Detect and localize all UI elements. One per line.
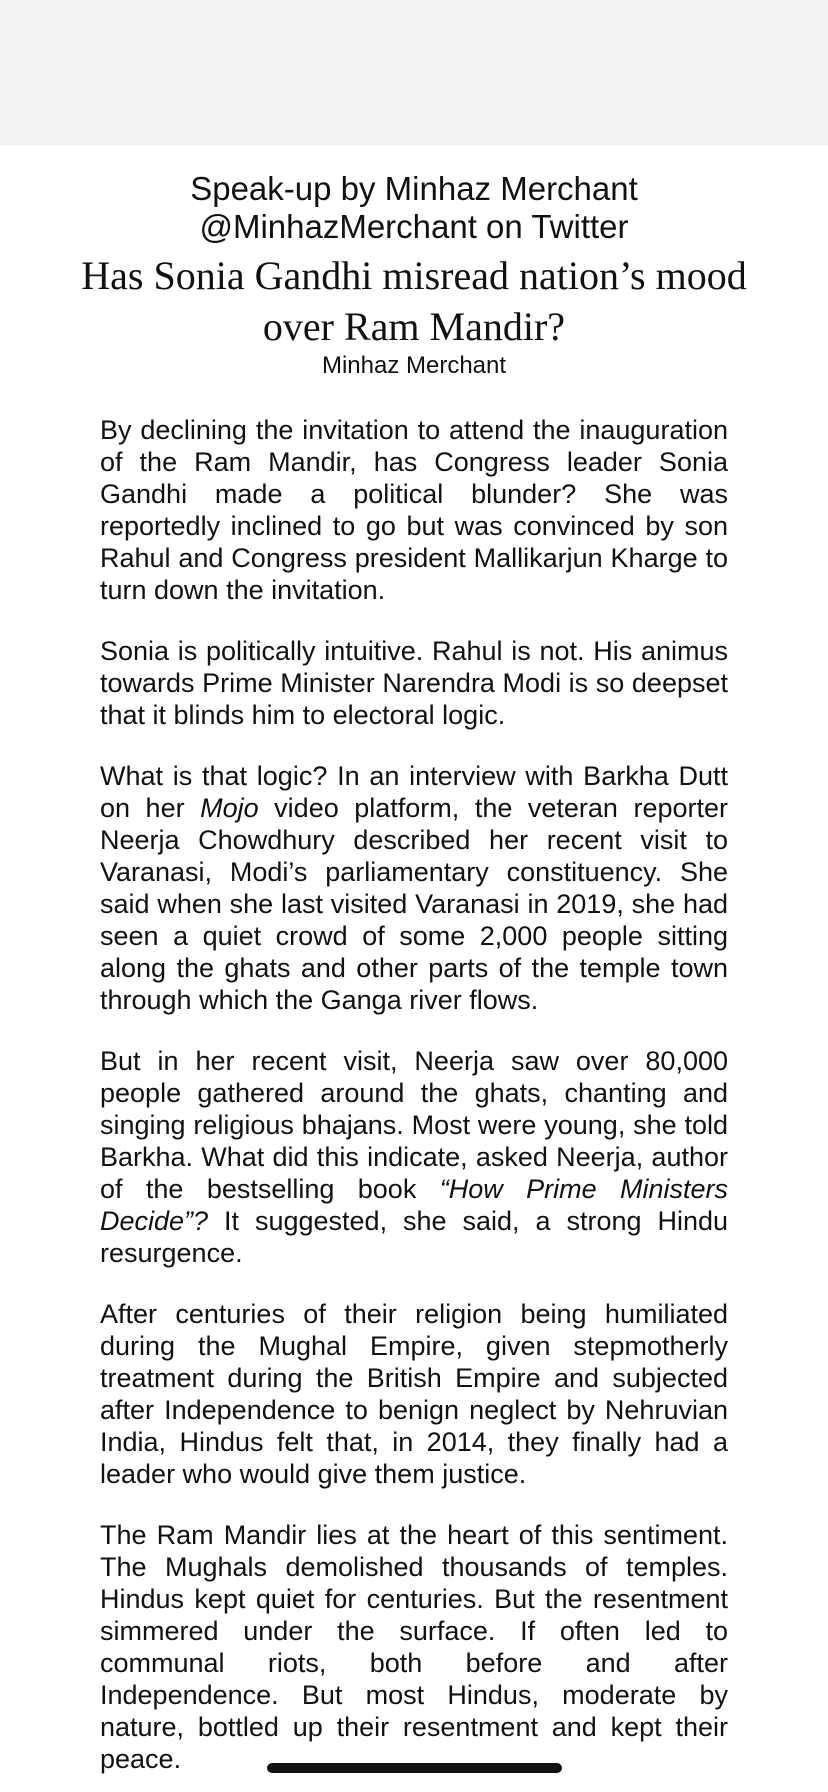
paragraph-4-text-a: But in her recent visit, Neerja saw over 80,000 people gathered around the ghats, chanting and singing religious bhajans. Most were young, she told Barkha. What did this indicate, asked Neerja, author of the bestselling book: [100, 1046, 728, 1204]
paragraph-3-text-c: video platform, the veteran reporter Neerja Chowdhury described her recent visit to Varanasi, Modi’s parliamentary constituency. She said when she last visited Varanasi in 2019, she had seen a quiet crowd of some 2,000 people sitting along the ghats and other parts of the temple town through which the Ganga river flows.: [100, 793, 729, 1015]
article-content[interactable]: [81, 170, 747, 1792]
headline: Has Sonia Gandhi misread nation’s mood over Ram Mandir?: [81, 253, 747, 349]
paragraph-3: [100, 760, 728, 1016]
paragraph-2: Sonia is politically intuitive. Rahul is not. His animus towards Prime Minister Narendra Modi is so deepset that it blinds him to electoral logic.: [100, 636, 728, 730]
top-bar: [0, 0, 828, 145]
article-body: [100, 414, 728, 1775]
twitter-handle: @MinhazMerchant on Twitter: [199, 208, 629, 245]
home-indicator[interactable]: [267, 1763, 562, 1773]
paragraph-4-text-c: It suggested, she said, a strong Hindu resurgence.: [100, 1206, 728, 1268]
author-name: Minhaz Merchant: [321, 352, 507, 379]
mojo-emphasis: Mojo: [200, 793, 259, 823]
paragraph-1: By declining the invitation to attend the inauguration of the Ram Mandir, has Congress leader Sonia Gandhi made a political blunder? She was reportedly inclined to go but was convinced by son Rahul and Congress president Mallikarjun Kharge to turn down the invitation.: [100, 415, 728, 605]
paragraph-4: [100, 1045, 728, 1269]
paragraph-3-text-a: What is that logic? In an interview with Barkha Dutt on her: [100, 761, 728, 823]
paragraph-6: The Ram Mandir lies at the heart of this sentiment. The Mughals demolished thousands of temples. Hindus kept quiet for centuries. But the resentment simmered under the surface. If often led to communal riots, both before and after Independence. But most Hindus, moderate by nature, bottled up their resentment and kept their peace.: [100, 1520, 728, 1774]
column-name: Speak-up by Minhaz Merchant: [190, 170, 638, 207]
book-title-emphasis: “How Prime Ministers Decide”?: [100, 1174, 729, 1236]
paragraph-5: After centuries of their religion being humiliated during the Mughal Empire, given stepmotherly treatment during the British Empire and subjected after Independence to benign neglect by Nehruvian India, Hindus felt that, in 2014, they finally had a leader who would give them justice.: [100, 1299, 728, 1489]
